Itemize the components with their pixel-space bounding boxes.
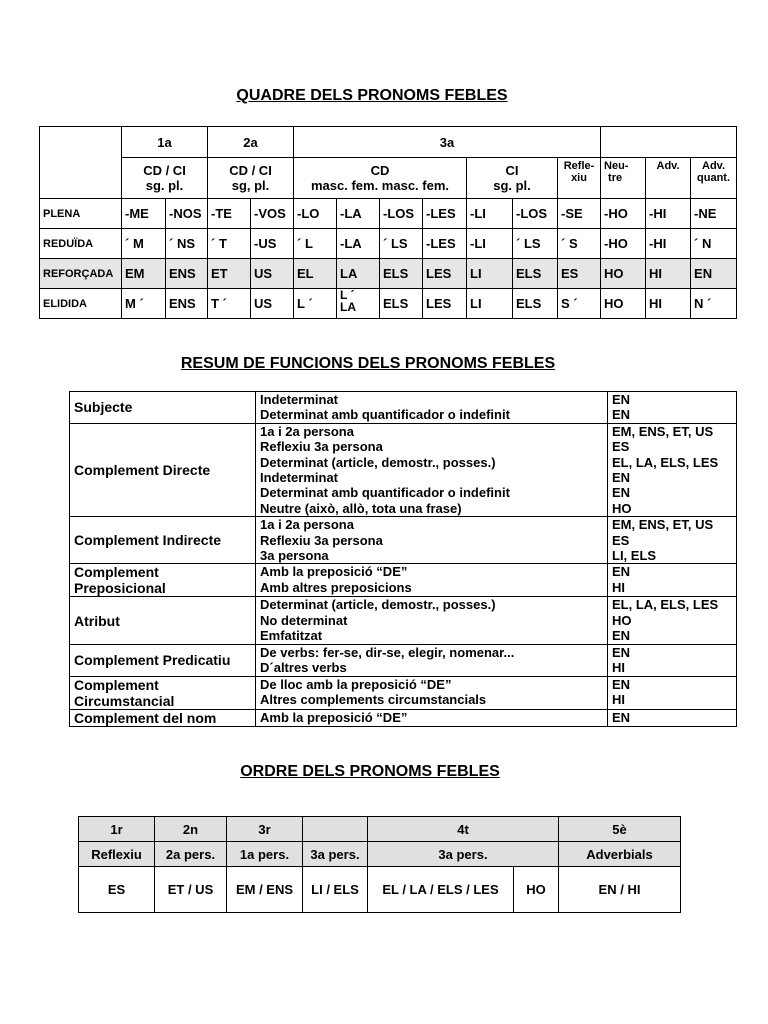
quadre-cell: LI (467, 289, 513, 319)
quadre-cell: -NE (691, 199, 737, 229)
resum-descripcio-line: Reflexiu 3a persona (260, 532, 383, 548)
resum-descripcio-line: De verbs: fer-se, dir-se, elegir, nomenar... (260, 644, 515, 660)
resum-descripcio-line: D´altres verbs (260, 660, 347, 676)
quadre-row-label: ELIDIDA (40, 289, 122, 319)
quadre-cell: ´ LS (380, 229, 423, 259)
resum-descripcio-line: Determinat (article, demostr., posses.) (260, 454, 496, 470)
resum-pronoms (608, 517, 737, 564)
resum-descripcio-line: Amb la preposició “DE” (260, 564, 408, 580)
quadre-cell: -LI (467, 229, 513, 259)
quadre-cell: -US (251, 229, 294, 259)
resum-pronoms (608, 676, 737, 709)
resum-descripcio-line: No determinat (260, 612, 348, 628)
type-3a-pers-cd: 3a pers. (368, 842, 559, 867)
resum-descripcio-line: Altres complements circumstancials (260, 691, 487, 707)
quadre-cell: ELS (513, 259, 558, 289)
quadre-row-label: PLENA (40, 199, 122, 229)
resum-descripcio-line: Amb altres preposicions (260, 579, 412, 595)
resum-pronoms (608, 392, 737, 424)
resum-row (70, 676, 737, 709)
quadre-row-label: REFORÇADA (40, 259, 122, 289)
ordinal-1r: 1r (79, 817, 155, 842)
resum-descripcio (256, 709, 608, 726)
quadre-cell: -NOS (166, 199, 208, 229)
resum-descripcio-line: Indeterminat (260, 470, 339, 486)
resum-pronom-line: EL, LA, ELS, LES (612, 597, 719, 613)
resum-descripcio-line: Determinat amb quantificador o indefinit (260, 407, 510, 423)
type-1a-pers: 1a pers. (227, 842, 303, 867)
quadre-cell: -LES (423, 199, 467, 229)
resum-descripcio-line: 1a i 2a persona (260, 423, 354, 439)
quadre-cell: HI (646, 259, 691, 289)
quadre-cell: LES (423, 259, 467, 289)
person-empty (601, 127, 737, 158)
resum-pronoms (608, 597, 737, 644)
quadre-cell: -LI (467, 199, 513, 229)
resum-funcio: Complement Directe (70, 423, 256, 516)
resum-row (70, 564, 737, 597)
quadre-cell: EN (691, 259, 737, 289)
quadre-cell: -VOS (251, 199, 294, 229)
resum-pronoms (608, 564, 737, 597)
ordinal-empty (303, 817, 368, 842)
resum-row (70, 709, 737, 726)
ordinal-3r: 3r (227, 817, 303, 842)
quadre-row (40, 199, 737, 229)
resum-pronom-line: EN (612, 644, 631, 660)
person-2a: 2a (208, 127, 294, 158)
resum-pronom-line: HI (612, 579, 625, 595)
quadre-cell: HI (646, 289, 691, 319)
quadre-table (39, 126, 737, 319)
quadre-cell: -SE (558, 199, 601, 229)
resum-descripcio (256, 392, 608, 424)
resum-table (69, 391, 737, 727)
ci-3a: CI sg. pl. (467, 158, 558, 199)
resum-pronoms (608, 644, 737, 676)
quadre-cell: ELS (380, 289, 423, 319)
ordinal-2n: 2n (155, 817, 227, 842)
quadre-cell: -LA (337, 199, 380, 229)
cdci-1a: CD / CI sg. pl. (122, 158, 208, 199)
quadre-cell: LES (423, 289, 467, 319)
resum-descripcio-line: Indeterminat (260, 392, 339, 407)
resum-funcio: Complement Preposicional (70, 564, 256, 597)
neutre-header: Neu- tre (601, 158, 646, 199)
quadre-cell: LA (337, 259, 380, 289)
quadre-cell: ES (558, 259, 601, 289)
resum-pronom-line: EN (612, 485, 631, 501)
resum-descripcio-line: 1a i 2a persona (260, 517, 354, 533)
quadre-cell: -LES (423, 229, 467, 259)
quadre-cell: M ´ (122, 289, 166, 319)
resum-pronom-line: ES (612, 439, 630, 455)
resum-pronom-line: EL, LA, ELS, LES (612, 454, 719, 470)
quadre-cell: S ´ (558, 289, 601, 319)
resum-pronom-line: HO (612, 500, 632, 516)
reflexiu-header: Refle- xiu (558, 158, 601, 199)
value-li-els: LI / ELS (303, 867, 368, 913)
quadre-cell: EM (122, 259, 166, 289)
quadre-cell: -ME (122, 199, 166, 229)
resum-pronom-line: ES (612, 532, 630, 548)
resum-funcio: Complement del nom (70, 709, 256, 726)
resum-row (70, 517, 737, 564)
quadre-cell: ´ S (558, 229, 601, 259)
ordre-value-row (79, 867, 681, 913)
resum-funcio: Complement Predicatiu (70, 644, 256, 676)
resum-descripcio-line: Reflexiu 3a persona (260, 439, 383, 455)
quadre-cell: ELS (380, 259, 423, 289)
quadre-row (40, 259, 737, 289)
value-ho: HO (514, 867, 559, 913)
resum-row (70, 423, 737, 516)
quadre-cell: LI (467, 259, 513, 289)
adv-header: Adv. (646, 158, 691, 199)
resum-row (70, 392, 737, 424)
resum-pronom-line: EN (612, 564, 631, 580)
quadre-cell: -LOS (380, 199, 423, 229)
quadre-cell: -HO (601, 199, 646, 229)
resum-descripcio (256, 564, 608, 597)
quadre-cell: N ´ (691, 289, 737, 319)
resum-pronoms (608, 423, 737, 516)
resum-funcio: Complement Indirecte (70, 517, 256, 564)
quadre-cell: ´ NS (166, 229, 208, 259)
quadre-corner-cell (40, 127, 122, 199)
resum-descripcio-line: Emfatitzat (260, 628, 323, 644)
quadre-cell: ´ T (208, 229, 251, 259)
value-el-la-els-les: EL / LA / ELS / LES (368, 867, 514, 913)
resum-pronom-line: EN (612, 676, 631, 692)
quadre-row (40, 289, 737, 319)
type-reflexiu: Reflexiu (79, 842, 155, 867)
resum-pronom-line: EN (612, 407, 631, 423)
resum-funcio: Complement Circumstancial (70, 676, 256, 709)
resum-descripcio-line: 3a persona (260, 548, 329, 564)
cdci-2a: CD / CI sg, pl. (208, 158, 294, 199)
quadre-person-row (40, 127, 737, 158)
quadre-function-row (40, 158, 737, 199)
resum-title: RESUM DE FUNCIONS DELS PRONOMS FEBLES (180, 355, 556, 372)
type-3a-pers-ci: 3a pers. (303, 842, 368, 867)
resum-descripcio (256, 644, 608, 676)
resum-pronom-line: EN (612, 470, 631, 486)
quadre-cell: HO (601, 289, 646, 319)
quadre-title: QUADRE DELS PRONOMS FEBLES (236, 87, 508, 104)
ordre-ordinal-row (79, 817, 681, 842)
resum-row (70, 597, 737, 644)
ordre-title: ORDRE DELS PRONOMS FEBLES (240, 763, 500, 780)
resum-descripcio-line: Amb la preposició “DE” (260, 709, 408, 725)
resum-pronom-line: EM, ENS, ET, US (612, 517, 714, 533)
resum-descripcio-line: Neutre (això, allò, tota una frase) (260, 500, 462, 516)
resum-funcio: Subjecte (70, 392, 256, 424)
type-adverbials: Adverbials (559, 842, 681, 867)
resum-pronom-line: EM, ENS, ET, US (612, 423, 714, 439)
resum-funcio: Atribut (70, 597, 256, 644)
person-1a: 1a (122, 127, 208, 158)
quadre-cell: -HO (601, 229, 646, 259)
quadre-cell: -LOS (513, 199, 558, 229)
quadre-cell: US (251, 259, 294, 289)
resum-row (70, 644, 737, 676)
ordre-table (78, 816, 681, 913)
quadre-row (40, 229, 737, 259)
quadre-cell: -LO (294, 199, 337, 229)
ordinal-5e: 5è (559, 817, 681, 842)
resum-descripcio (256, 423, 608, 516)
ordre-type-row (79, 842, 681, 867)
value-es: ES (79, 867, 155, 913)
value-et-us: ET / US (155, 867, 227, 913)
ordinal-4t: 4t (368, 817, 559, 842)
quadre-cell: EL (294, 259, 337, 289)
quadre-cell: ´ N (691, 229, 737, 259)
value-em-ens: EM / ENS (227, 867, 303, 913)
adv-quant-header: Adv. quant. (691, 158, 737, 199)
quadre-cell: ELS (513, 289, 558, 319)
resum-descripcio (256, 597, 608, 644)
quadre-cell: ENS (166, 289, 208, 319)
type-2a-pers: 2a pers. (155, 842, 227, 867)
resum-pronom-line: HI (612, 691, 625, 707)
quadre-cell: US (251, 289, 294, 319)
resum-descripcio-line: Determinat (article, demostr., posses.) (260, 597, 496, 613)
quadre-cell: ´ M (122, 229, 166, 259)
quadre-cell: -HI (646, 199, 691, 229)
resum-pronom-line: HI (612, 660, 625, 676)
resum-pronom-line: LI, ELS (612, 548, 657, 564)
quadre-cell: -LA (337, 229, 380, 259)
value-en-hi: EN / HI (559, 867, 681, 913)
quadre-cell: -HI (646, 229, 691, 259)
quadre-cell: ENS (166, 259, 208, 289)
resum-pronom-line: EN (612, 709, 631, 725)
quadre-cell: ´ LS (513, 229, 558, 259)
quadre-cell: L ´ LA (337, 289, 380, 319)
quadre-row-label: REDUÏDA (40, 229, 122, 259)
resum-descripcio-line: Determinat amb quantificador o indefinit (260, 485, 510, 501)
quadre-cell: HO (601, 259, 646, 289)
resum-pronom-line: EN (612, 628, 631, 644)
resum-pronoms (608, 709, 737, 726)
quadre-cell: ´ L (294, 229, 337, 259)
quadre-cell: L ´ (294, 289, 337, 319)
cd-3a: CD masc. fem. masc. fem. (294, 158, 467, 199)
quadre-cell: T ´ (208, 289, 251, 319)
quadre-cell: -TE (208, 199, 251, 229)
resum-descripcio (256, 676, 608, 709)
quadre-cell: ET (208, 259, 251, 289)
resum-pronom-line: HO (612, 612, 632, 628)
resum-pronom-line: EN (612, 392, 631, 407)
resum-descripcio (256, 517, 608, 564)
resum-descripcio-line: De lloc amb la preposició “DE” (260, 676, 452, 692)
person-3a: 3a (294, 127, 601, 158)
